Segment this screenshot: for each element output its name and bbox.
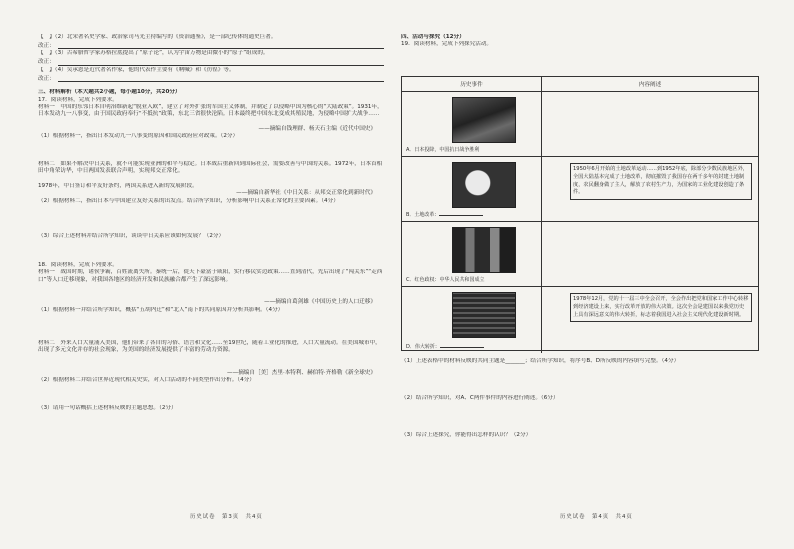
- correction-row-4: 改正：: [38, 74, 384, 83]
- footer-left: 历史试卷 第3页 共4页: [190, 514, 263, 520]
- source-18-2: ——摘编自［美］杰里·本特利、赫伯特·齐格勒《新全球史》: [227, 369, 376, 376]
- correction-row-3: 改正：: [38, 58, 384, 67]
- statement-2: 【 】（2）北宋著名史学家、政治家司马光主持编写的《资治通鉴》，是一部纪传体的通史巨著。: [38, 34, 277, 40]
- question-19-3: （3）综合上述探究，你能得出怎样的认识？（2分）: [401, 432, 532, 439]
- material-17-2: 材料二 如果不解决中日关系，就不可能实现亚洲的和平与稳定。日本战后重新回到国际社会，需要改善与中国的关系。1972年，日本首相田中角荣访华，中日两国发表联合声明，实现邦交正常化。: [38, 160, 383, 175]
- caption-a: A．日本投降，中国抗日战争胜利: [406, 147, 480, 153]
- content-text-d: 1978年12月，党的十一届三中全会召开，全会作出把党和国家工作中心转移到经济建设上来，实行改革开放的伟大决策。这次全会是建国以来我党历史上具有深远意义的伟大转折，标志着我国进入社会主义现代化建设新时期。: [570, 293, 752, 322]
- question-17: 17．阅读材料，完成下列要求。: [38, 96, 118, 103]
- question-18-2: （2）根据材料二并结合世界近现代相关史实，对人口活动的不同类型作出分析。（4分）: [38, 377, 255, 384]
- question-17-1: （1）根据材料一，指出日本发动九一八事变的原因和国民政府应对政策。（2分）: [38, 133, 239, 140]
- header-event: 历史事件: [402, 77, 542, 91]
- header-content: 内容阐述: [638, 82, 662, 88]
- table-row-c: [402, 222, 758, 287]
- correction-line[interactable]: [58, 48, 384, 49]
- source-18-1: ——摘编自葛剑雄《中国历史上的人口迁移》: [264, 299, 376, 306]
- question-19-2: （2）结合所学知识，对A、C两件事件的内容进行阐述。（6分）: [401, 395, 559, 401]
- correction-line[interactable]: [58, 81, 384, 82]
- material-17-2b: 1978年，中日签订和平友好条约，两国关系进入新的发展阶段。: [38, 182, 198, 189]
- question-17-2: （2）根据材料二，指出日本与中国建立友好关系的出发点。结合所学知识，分析影响中日关系正常化的主要因素。（4分）: [38, 197, 339, 204]
- left-page: [38, 34, 384, 412]
- footer-right: 历史试卷 第4页 共4页: [560, 514, 633, 520]
- table-header: [402, 77, 758, 92]
- content-text-b: 1950年6月开始的土地改革运动……到1952年底，除部分少数民族地区外，全国大陆基本完成了土地改革，彻底摧毁了我国存在两千多年的封建土地制度，农民翻身做了主人，解放了农村生产力，为国家的工业化建设创造了条件。: [570, 163, 752, 200]
- question-18-1: （1）根据材料一并结合所学知识，概括“五胡内迁”和“北人”南下的共同原因并分析其影响。（4分）: [38, 306, 284, 313]
- source-17-2: ——摘编自新华社《中日关系：从邦交正常化到新时代》: [236, 190, 376, 197]
- right-page: [401, 34, 759, 49]
- correction-line[interactable]: [58, 65, 384, 66]
- answer-blank[interactable]: [440, 342, 484, 348]
- question-19: 19．阅读材料，完成下列探究活动。: [401, 41, 493, 48]
- question-17-3: （3）综合上述材料并结合所学知识，谈谈中日关系应该如何发展？（2分）: [38, 232, 225, 239]
- table-row-b: [402, 157, 758, 222]
- material-18-2: 材料二 外来人口大量涌入美国，他们带来了各自的习俗、语言和文化……至19世纪，随着工业化的推进，人口大量流动。在美国城市中，出现了多元文化并存的社会现象，为美国的经济发展提供了丰富的劳动力资源。: [38, 339, 381, 354]
- section-4-title: 四、活动与探究（12分）: [401, 34, 465, 40]
- caption-c: C．红色政权：中华人民共和国成立: [406, 277, 485, 283]
- question-19-1: （1）上述表格中的材料反映的共同主题是_______；结合所学知识，将序号B、D所反映的内容填写完整。（4分）: [401, 358, 680, 364]
- photo-image: [452, 227, 516, 273]
- statement-4: 【 】（4）吴承恩是近代著名作家，他的代表作主要有《吶喊》和《彷徨》等。: [38, 66, 235, 73]
- caption-d: D．伟大转折：: [406, 342, 484, 350]
- answer-blank[interactable]: [439, 210, 483, 216]
- table-row-d: [402, 287, 758, 353]
- photo-image: [452, 162, 516, 208]
- question-18: 18．阅读材料，完成下列要求。: [38, 262, 118, 269]
- source-17-1: ——摘编自钱理群、杨天石主编《近代中国史》: [258, 126, 376, 133]
- table-row-a: [402, 92, 758, 157]
- correction-row-2: 改正：: [38, 41, 384, 50]
- photo-image: [452, 292, 516, 338]
- material-17-1: 材料一 中国的东邻日本自明治维新起“脱亚入欧”，建立了对外扩张的军国主义体制，并制定了以侵略中国为核心的“大陆政策”。1931年，日本发动九一八事变，由于国民政府奉行“不抵抗”政策，东北三省很快沦陷。日本最终把中国东北变成其殖民地，为侵略中国扩大战争……: [38, 104, 383, 118]
- question-18-3: （3）请用一句话概括上述材料反映的主题思想。（2分）: [38, 404, 177, 411]
- statement-3: 【 】（3）古希腊哲学家苏格拉底提出了“原子论”，认为宇宙万物是由微小的“原子”组成的。: [38, 50, 269, 57]
- photo-image: [452, 97, 516, 143]
- right-questions: [401, 358, 759, 440]
- material-18-1: 材料一 战国时期，诸侯争霸，百姓流离失所。秦统一后，徙天下豪富于咸阳，实行移民实边政策……直到清代，先后出现了“闯关东”“走西口”等人口迁移现象，对我国各地区的经济开发和民族融合都产生了深远影响。: [38, 269, 383, 283]
- content-cell-c: [542, 222, 758, 286]
- section-3-title: 三、材料解析（本大题共2小题，每小题10分，共20分）: [38, 89, 181, 96]
- events-table: [401, 76, 759, 351]
- caption-b: B．土地改革：: [406, 210, 483, 218]
- content-cell-a: [542, 92, 758, 156]
